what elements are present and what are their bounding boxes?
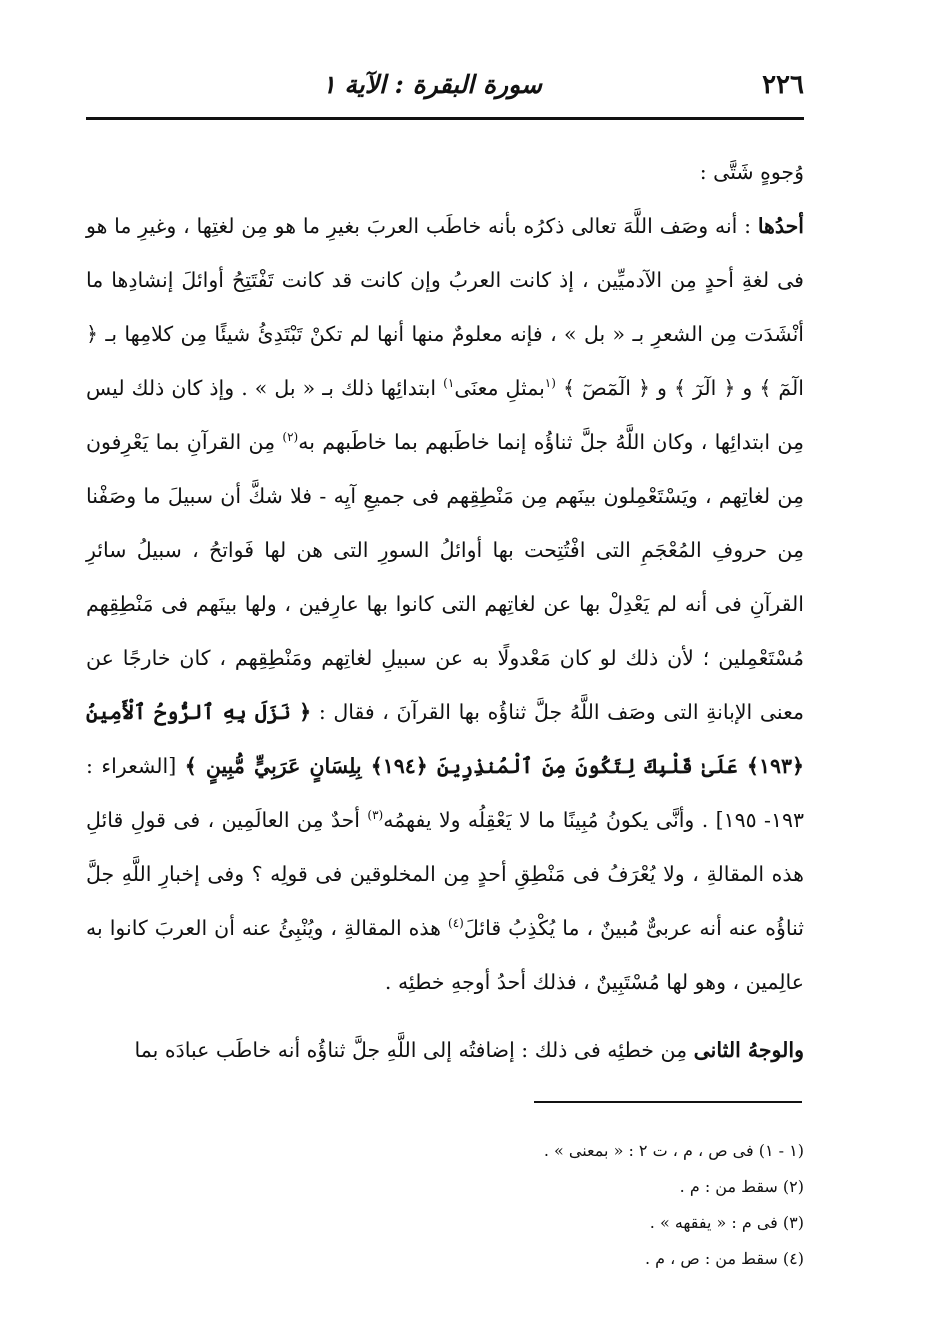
footnote-item: (١ - ١) فى ص ، م ، ت ٢ : « بمعنى » .: [543, 1141, 804, 1160]
paragraph-text: . وأنَّى يكونُ مُبِينًا ما لا يَعْقِلُه ولا يفهمُه: [383, 808, 709, 832]
opening-line: وُجوهٍ شَتَّى :: [699, 160, 804, 184]
footnote-marker-2: (٢): [282, 430, 299, 445]
paragraph-text: هذه المقالةِ ، ويُنْبِئُ عنه أن العربَ كانوا به عالِمين ، وهو لها مُسْتَبِينٌ ، فذلك أحدُ أوجهِ خطئِه .: [86, 916, 804, 994]
main-text: [86, 145, 804, 1077]
running-title: سورة البقرة : الآية ١: [322, 70, 542, 99]
paragraph-text: : أنه وصَف اللَّهَ تعالى ذكرُه بأنه خاطَب العربَ بغيرِ ما هو مِن لغتِها ، وغيرِ ما هو فى لغةِ أحدٍ مِن الآدميِّين ، إذ كانت العربُ وإن كانت قد كانت تَفْتَتِحُ أوائلَ إنشادِها ما أنْشَدَت مِن الشعرِ بـ « بل » ، فإنه معلومٌ منها أنها لم تكنْ تَبْتَدِئُ شيئًا مِن كلامِها بـ ﴿ الٓمٓ ﴾ و ﴿ الٓرٓ ﴾ و ﴿ الٓمٓصٓ ﴾: [86, 214, 804, 400]
footnote-marker-3: (٣): [367, 808, 384, 823]
first-aspect-heading: أحدُها: [757, 214, 804, 238]
footnote-item: (٤) سقط من : ص ، م .: [644, 1249, 804, 1268]
quran-verse: ﴿ نَزَلَ بِهِ ٱلرُّوحُ ٱلْأَمِينُ ﴿١٩٣﴾ عَلَىٰ قَلْبِكَ لِتَكُونَ مِنَ ٱلْمُنذِرِينَ ﴿١٩٤﴾ بِلِسَانٍ عَرَبِيٍّ مُّبِينٍ ﴾: [86, 700, 805, 778]
page-number: ٢٢٦: [762, 70, 804, 100]
footnote-marker-1-close: ١): [443, 376, 455, 391]
footnote-marker-4: (٤): [448, 916, 464, 931]
footnote-item: (٣) فى م : « يفقهه » .: [649, 1213, 804, 1232]
verse-citation: [الشعراء : ١٩٣- ١٩٥]: [86, 754, 804, 832]
footnote-rule: [534, 1101, 802, 1103]
paragraph-second-aspect: [86, 1023, 804, 1077]
second-aspect-heading: والوجهُ الثانى: [693, 1038, 804, 1062]
paragraph-first-aspect: [86, 199, 804, 1009]
page-header: [86, 62, 804, 112]
paragraph-text: ابتدائِها ذلك بـ « بل » . وإذ كان ذلك ليس مِن ابتدائِها ، وكان اللَّهُ جلَّ ثناؤُه إنما خاطَبهم بما خاطَبهم به: [86, 376, 804, 454]
paragraph-text: بمثلِ معنَى: [454, 376, 545, 400]
paragraph-text: مِن خطئِه فى ذلك : إضافتُه إلى اللَّهِ جلَّ ثناؤُه أنه خاطَب عبادَه بما: [134, 1038, 694, 1062]
paragraph-text: أحدٌ مِن العالَمِين ، فى قولِ قائلِ هذه المقالةِ ، ولا يُعْرَفُ فى مَنْطِقِ أحدٍ مِن المخلوقين فى قولِه ؟ وفى إخبارِ اللَّهِ جلَّ ثناؤُه عنه أنه عربىٌّ مُبينٌ ، ما يُكْذِبُ قائلَ: [86, 808, 804, 940]
paragraph-text: مِن القرآنِ بما يَعْرِفون مِن لغاتِهم ، ويَسْتَعْمِلون بينَهم مِن مَنْطِقِهم فى جميعِ آيِه - فلا شكَّ أن سبيلَ ما وصَفْنا مِن حروفِ المُعْجَمِ التى افْتُتِحت بها أوائلُ السورِ التى هن لها فَواتحُ ، سبيلُ سائرِ القرآنِ فى أنه لم يَعْدِلْ بها عن لغاتِهم التى كانوا بها عارِفين ، ولها بينَهم فى مَنْطِقِهم مُسْتَعْمِلين ؛ لأن ذلك لو كان مَعْدولًا به عن سبيلِ لغاتِهم ومَنْطِقِهم ، كان خارجًا عن معنى الإبانةِ التى وصَف اللَّهُ جلَّ ثناؤُه بها القرآنَ ، فقال :: [86, 430, 804, 724]
footnote-item: (٢) سقط من : م .: [679, 1177, 804, 1196]
header-rule: [86, 117, 804, 120]
footnote-marker-1-open: (١: [544, 376, 556, 391]
footnotes-list: [86, 1133, 804, 1277]
